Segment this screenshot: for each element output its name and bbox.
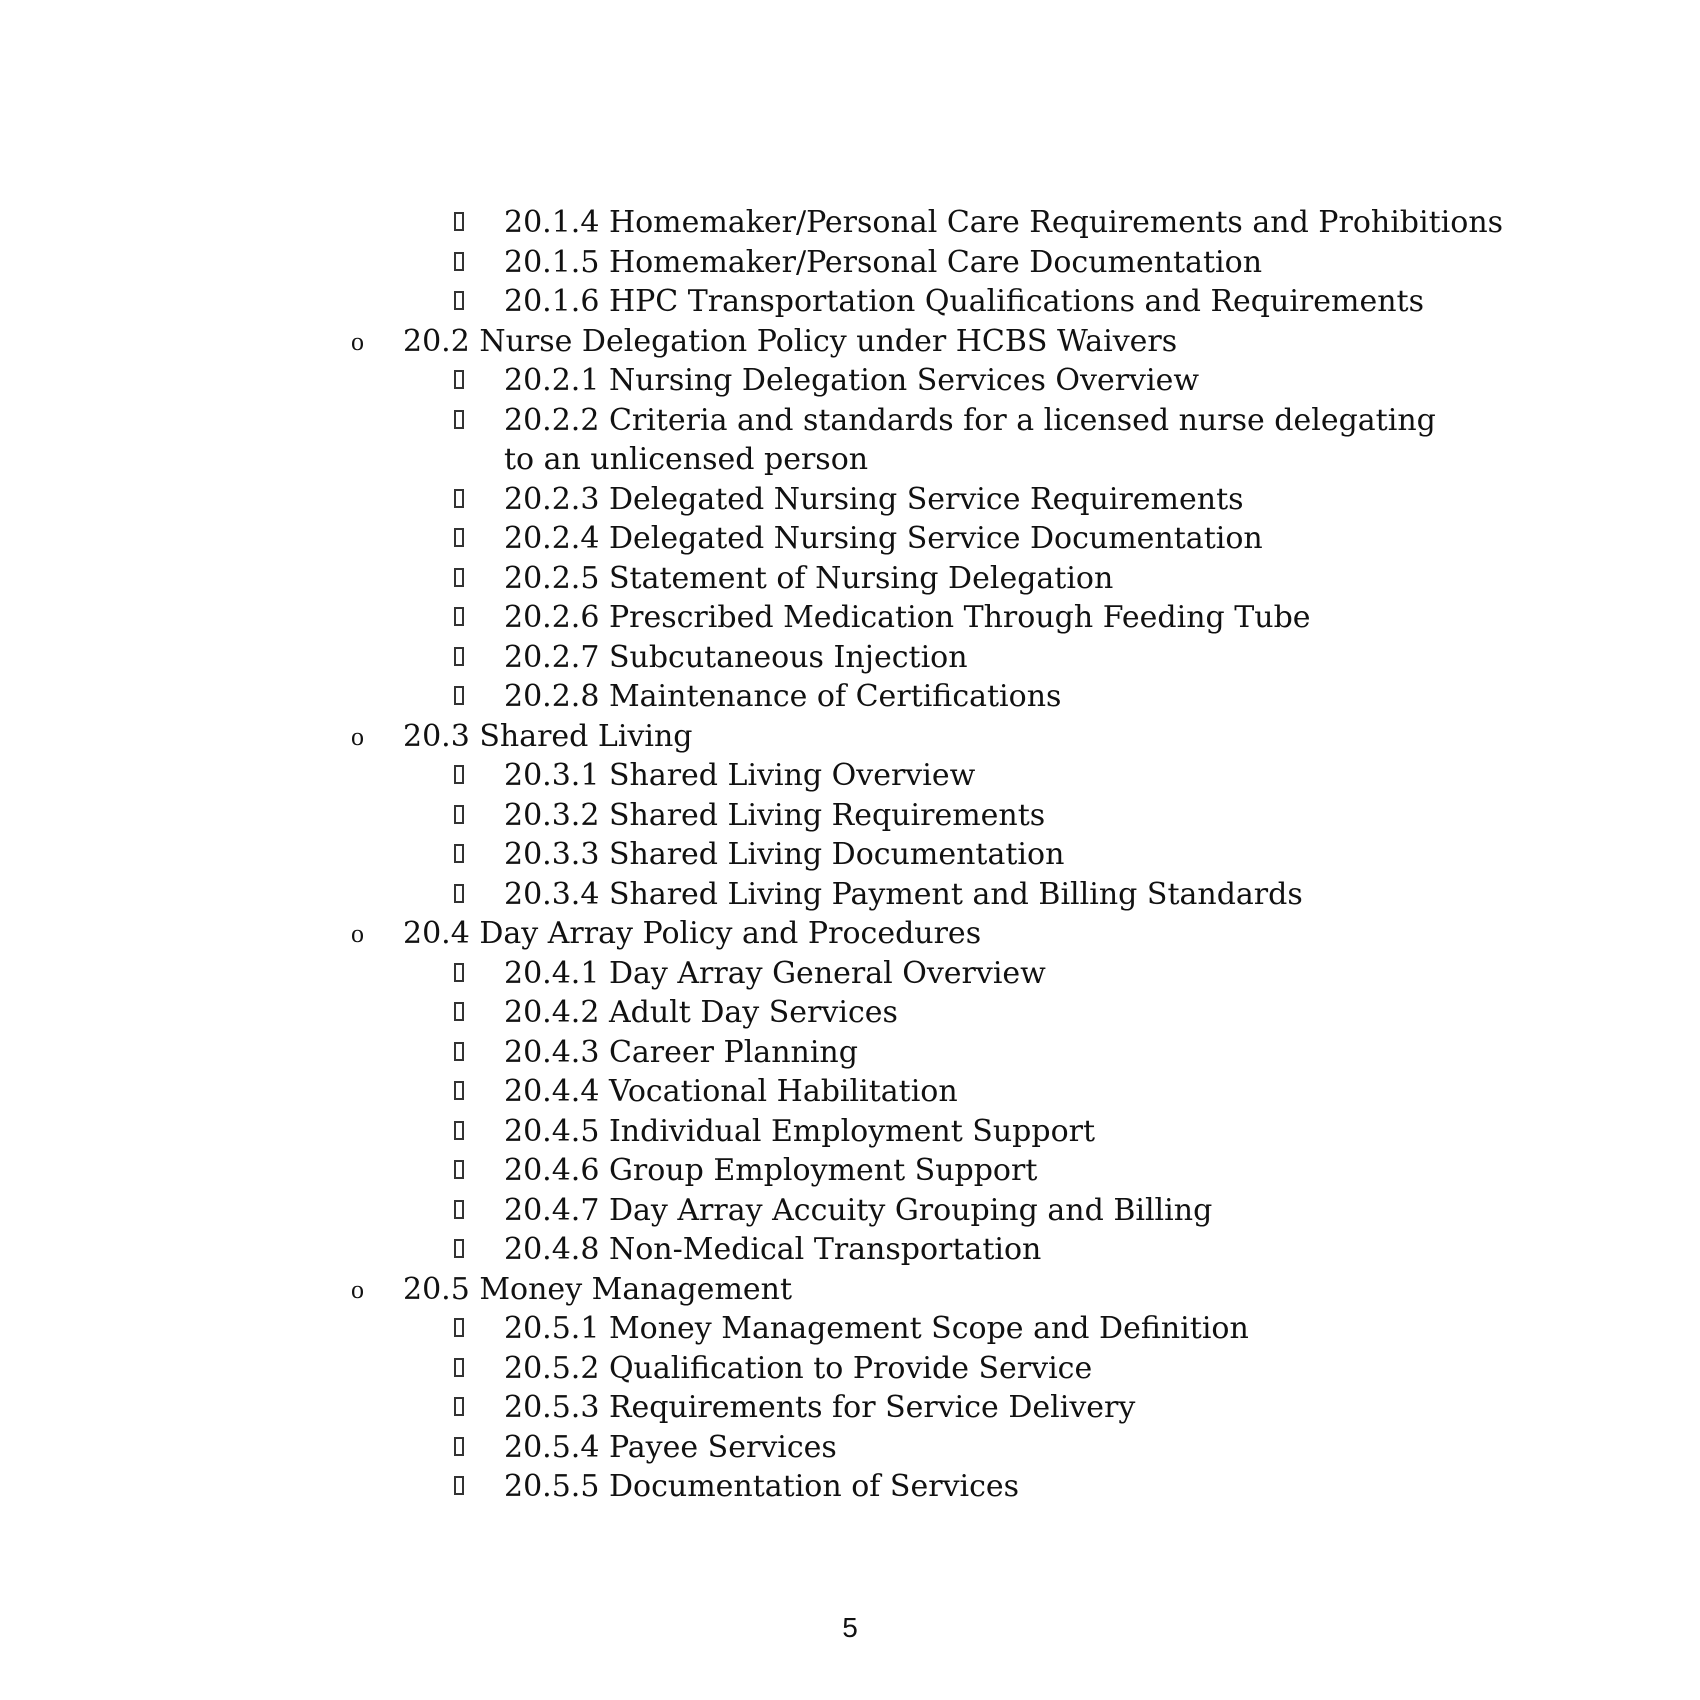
- circle-bullet-icon: o: [351, 721, 364, 751]
- toc-entry-label: 20.2.8 Maintenance of Certifications: [504, 679, 1062, 714]
- square-bullet-icon: [454, 212, 464, 231]
- toc-subsection-item: [0, 875, 1700, 915]
- toc-entry-label: 20.3.1 Shared Living Overview: [504, 758, 976, 793]
- circle-bullet-icon: o: [351, 1274, 364, 1304]
- toc-entry-label: 20.4.8 Non-Medical Transportation: [504, 1232, 1042, 1267]
- toc-subsection-item: [0, 1072, 1700, 1112]
- toc-entry-label: 20.2.5 Statement of Nursing Delegation: [504, 560, 1114, 596]
- toc-entry-label: 20.5 Money Management: [403, 1271, 793, 1307]
- square-bullet-icon: [454, 686, 464, 705]
- square-bullet-icon: [454, 1397, 464, 1416]
- square-bullet-icon: [454, 607, 464, 626]
- circle-bullet-icon: o: [351, 919, 364, 948]
- toc-section-item: [0, 717, 1700, 757]
- toc-subsection-item: [0, 677, 1700, 717]
- table-of-contents: [0, 203, 1700, 1507]
- toc-subsection-item: [0, 1112, 1700, 1152]
- toc-entry-label: 20.4.6 Group Employment Support: [504, 1153, 1038, 1188]
- toc-entry-label: 20.3.4 Shared Living Payment and Billing Standards: [504, 876, 1303, 912]
- square-bullet-icon: [454, 647, 464, 666]
- toc-subsection-item: [0, 993, 1700, 1033]
- square-bullet-icon: [454, 1160, 464, 1179]
- toc-subsection-item: [0, 1349, 1700, 1389]
- page-number: 5: [842, 1612, 858, 1643]
- square-bullet-icon: [454, 765, 464, 784]
- toc-subsection-item: [0, 1191, 1700, 1231]
- toc-entry-label: 20.2.3 Delegated Nursing Service Requirements: [504, 481, 1244, 517]
- toc-subsection-item: [0, 796, 1700, 836]
- toc-subsection-item: [0, 282, 1700, 322]
- toc-section-item: [0, 914, 1700, 954]
- toc-entry-label: 20.2 Nurse Delegation Policy under HCBS Waivers: [403, 323, 1178, 359]
- toc-entry-label: 20.5.1 Money Management Scope and Definition: [504, 1311, 1249, 1346]
- square-bullet-icon: [454, 252, 464, 271]
- toc-subsection-item: [0, 1033, 1700, 1073]
- square-bullet-icon: [454, 884, 464, 903]
- square-bullet-icon: [454, 1042, 464, 1061]
- toc-entry-label: 20.2.2 Criteria and standards for a licensed nurse delegating to an unlicensed person: [504, 402, 1436, 477]
- toc-entry-label: 20.5.2 Qualification to Provide Service: [504, 1350, 1093, 1386]
- toc-subsection-item: [0, 361, 1700, 401]
- square-bullet-icon: [454, 489, 464, 508]
- square-bullet-icon: [454, 1358, 464, 1377]
- toc-subsection-item: [0, 598, 1700, 638]
- square-bullet-icon: [454, 528, 464, 547]
- toc-entry-label: 20.1.6 HPC Transportation Qualifications and Requirements: [504, 284, 1424, 319]
- toc-entry-label: 20.3.2 Shared Living Requirements: [504, 797, 1046, 833]
- toc-entry-label: 20.5.3 Requirements for Service Delivery: [504, 1390, 1136, 1425]
- square-bullet-icon: [454, 1081, 464, 1100]
- square-bullet-icon: [454, 1476, 464, 1495]
- toc-entry-label: 20.5.4 Payee Services: [504, 1429, 837, 1465]
- square-bullet-icon: [454, 805, 464, 824]
- toc-subsection-item: [0, 480, 1700, 520]
- square-bullet-icon: [454, 291, 464, 310]
- toc-entry-label: 20.4.5 Individual Employment Support: [504, 1113, 1096, 1149]
- toc-entry-label: 20.4.2 Adult Day Services: [504, 995, 898, 1030]
- toc-subsection-item: [0, 835, 1700, 875]
- square-bullet-icon: [454, 844, 464, 863]
- toc-subsection-item: [0, 1388, 1700, 1428]
- toc-entry-label: 20.4.1 Day Array General Overview: [504, 955, 1046, 991]
- toc-entry-label: 20.1.5 Homemaker/Personal Care Documentation: [504, 244, 1263, 280]
- toc-subsection-item: [0, 559, 1700, 599]
- square-bullet-icon: [454, 1239, 464, 1258]
- toc-subsection-item: [0, 954, 1700, 994]
- toc-entry-label: 20.1.4 Homemaker/Personal Care Requirements and Prohibitions: [504, 205, 1504, 240]
- toc-subsection-item: [0, 1230, 1700, 1270]
- square-bullet-icon: [454, 1437, 464, 1456]
- toc-entry-label: 20.2.7 Subcutaneous Injection: [504, 639, 968, 675]
- toc-subsection-item: [0, 1467, 1700, 1507]
- toc-subsection-item: [0, 1309, 1700, 1349]
- circle-bullet-icon: o: [351, 326, 364, 356]
- toc-entry-label: 20.5.5 Documentation of Services: [504, 1469, 1020, 1504]
- toc-entry-label: 20.2.6 Prescribed Medication Through Feeding Tube: [504, 600, 1311, 635]
- toc-entry-label: 20.4.4 Vocational Habilitation: [504, 1074, 958, 1109]
- toc-entry-label: 20.2.1 Nursing Delegation Services Overview: [504, 363, 1200, 398]
- toc-entry-label: 20.2.4 Delegated Nursing Service Documentation: [504, 521, 1263, 556]
- toc-entry-label: 20.3.3 Shared Living Documentation: [504, 837, 1065, 872]
- square-bullet-icon: [454, 1121, 464, 1140]
- toc-subsection-item: [0, 638, 1700, 678]
- toc-entry-label: 20.4 Day Array Policy and Procedures: [403, 916, 982, 951]
- square-bullet-icon: [454, 963, 464, 982]
- square-bullet-icon: [454, 1200, 464, 1219]
- toc-entry-label: 20.4.7 Day Array Accuity Grouping and Billing: [504, 1192, 1213, 1228]
- toc-subsection-item: [0, 756, 1700, 796]
- toc-subsection-item: [0, 1151, 1700, 1191]
- toc-subsection-item: [0, 1428, 1700, 1468]
- toc-section-item: [0, 1270, 1700, 1310]
- toc-subsection-item: [0, 203, 1700, 243]
- square-bullet-icon: [454, 1002, 464, 1021]
- toc-section-item: [0, 322, 1700, 362]
- square-bullet-icon: [454, 370, 464, 389]
- toc-subsection-item: [0, 401, 1700, 480]
- toc-entry-label: 20.3 Shared Living: [403, 718, 693, 754]
- square-bullet-icon: [454, 568, 464, 587]
- toc-subsection-item: [0, 243, 1700, 283]
- toc-entry-label: 20.4.3 Career Planning: [504, 1034, 858, 1070]
- toc-subsection-item: [0, 519, 1700, 559]
- square-bullet-icon: [454, 1318, 464, 1337]
- square-bullet-icon: [454, 410, 464, 429]
